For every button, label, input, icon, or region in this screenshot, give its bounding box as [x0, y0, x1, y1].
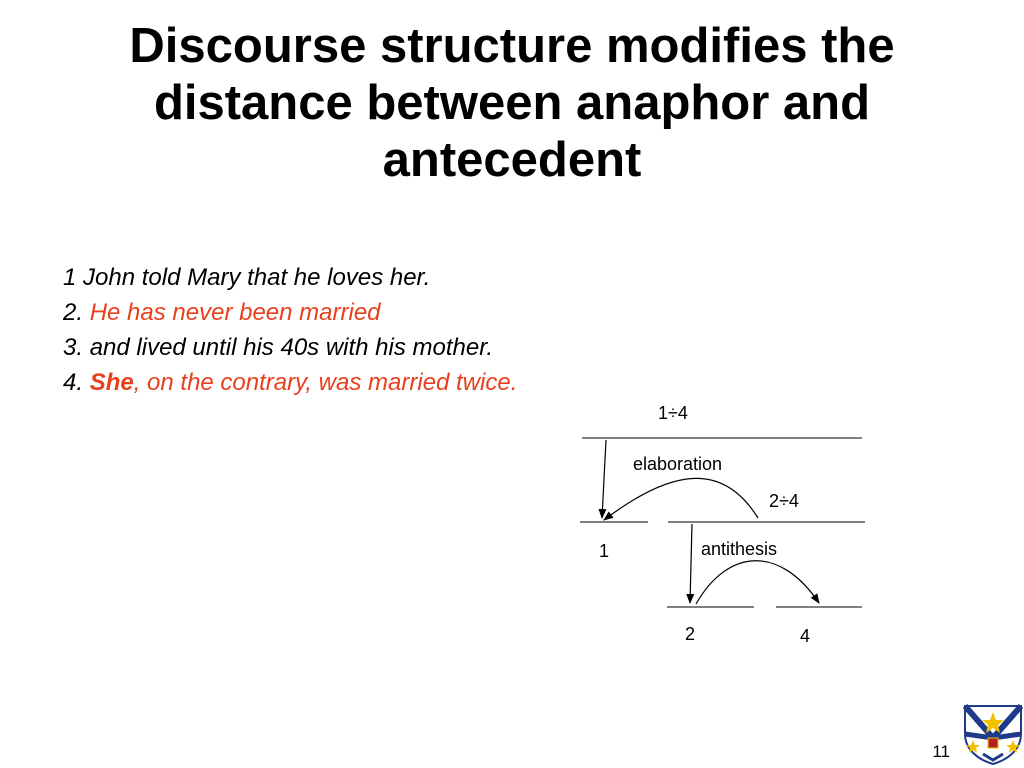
- slide-number: 11: [932, 742, 950, 761]
- title-line-3: antecedent: [382, 132, 642, 187]
- antithesis-arc: [696, 561, 819, 604]
- example-2-number: 2.: [63, 299, 84, 326]
- root-span-label: 1÷4: [658, 403, 688, 423]
- title-line-1: Discourse structure modifies the: [129, 19, 895, 73]
- example-1-number: 1: [63, 264, 77, 291]
- leaf-2-label: 2: [685, 624, 696, 644]
- college-crest-logo: [963, 704, 1023, 766]
- example-4-number: 4.: [63, 369, 84, 396]
- antithesis-label: antithesis: [701, 539, 778, 559]
- elaboration-arc: [604, 478, 758, 520]
- example-1-text: John told Mary that he loves her.: [83, 264, 431, 291]
- example-4-pronoun: She: [89, 369, 134, 396]
- sub-nucleus-arrow: [690, 524, 692, 603]
- example-3-text: and lived until his 40s with his mother.: [89, 334, 493, 361]
- sub-span-label: 2÷4: [769, 491, 799, 511]
- example-3-number: 3.: [63, 334, 84, 361]
- title-line-2: distance between anaphor and: [153, 75, 871, 130]
- leaf-1-label: 1: [599, 541, 610, 561]
- leaf-4-label: 4: [800, 626, 811, 646]
- example-2-text: He has never been married: [89, 299, 381, 326]
- example-4-text: , on the contrary, was married twice.: [133, 369, 518, 396]
- elaboration-label: elaboration: [633, 454, 723, 474]
- root-nucleus-arrow: [602, 440, 606, 518]
